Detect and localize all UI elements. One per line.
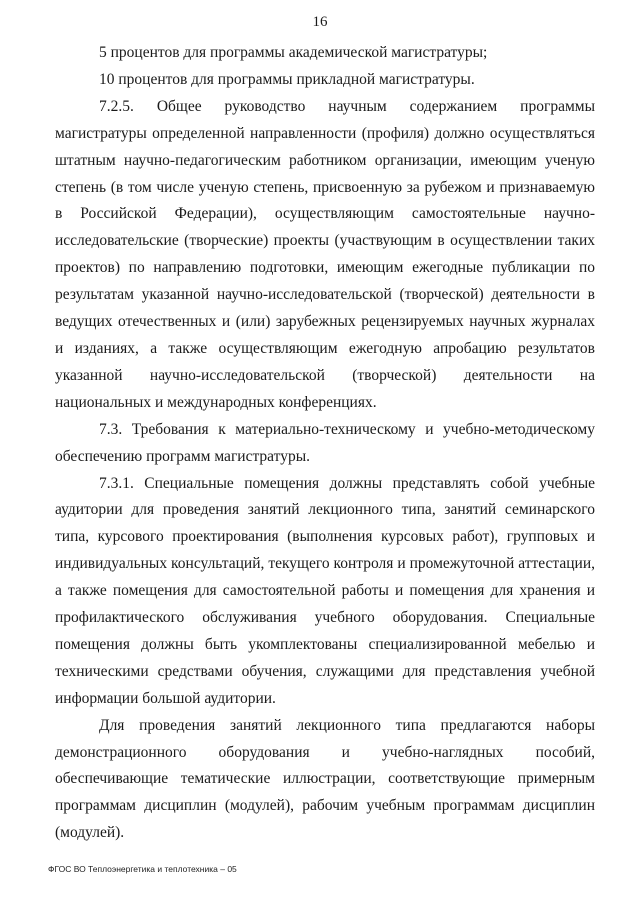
paragraph-percent-applied: 10 процентов для программы прикладной магистратуры. [99,70,475,88]
document-body [55,40,595,847]
paragraph-lecture-equipment: Для проведения занятий лекционного типа предлагаются наборы демонстрационного оборудования и учебно-наглядных пособий, обеспечивающие тематические иллюстрации, соответствующие примерным программам дисциплин (модулей), рабочим учебным программам дисциплин (модулей). [55,716,595,842]
footer-standard-code: ФГОС ВО Теплоэнергетика и теплотехника – 05 [48,864,237,874]
paragraph-7-2-5: 7.2.5. Общее руководство научным содержанием программы магистратуры определенной направленности (профиля) должно осуществляться штатным научно-педагогическим работником организации, имеющим ученую степень (в том числе ученую степень, присвоенную за рубежом и признаваемую в Российской Федерации), осуществляющим самостоятельные научно-исследовательские (творческие) проекты (участвующим в осуществлении таких проектов) по направлению подготовки, имеющим ежегодные публикации по результатам указанной научно-исследовательской (творческой) деятельности в ведущих отечественных и (или) зарубежных рецензируемых научных журналах и изданиях, а также осуществляющим ежегодную апробацию результатов указанной научно-исследовательской (творческой) деятельности на национальных и международных конференциях. [55,97,595,411]
paragraph-percent-academic: 5 процентов для программы академической магистратуры; [99,44,488,61]
paragraph-7-3: 7.3. Требования к материально-техническому и учебно-методическому обеспечению программ магистратуры. [55,420,595,465]
page-number: 16 [312,14,328,30]
paragraph-7-3-1: 7.3.1. Специальные помещения должны представлять собой учебные аудитории для проведения занятий лекционного типа, занятий семинарского типа, курсового проектирования (выполнения курсовых работ), групповых и индивидуальных консультаций, текущего контроля и промежуточной аттестации, а также помещения для самостоятельной работы и помещения для хранения и профилактического обслуживания учебного оборудования. Специальные помещения должны быть укомплектованы специализированной мебелью и техническими средствами обучения, служащими для представления учебной информации большой аудитории. [55,474,595,707]
